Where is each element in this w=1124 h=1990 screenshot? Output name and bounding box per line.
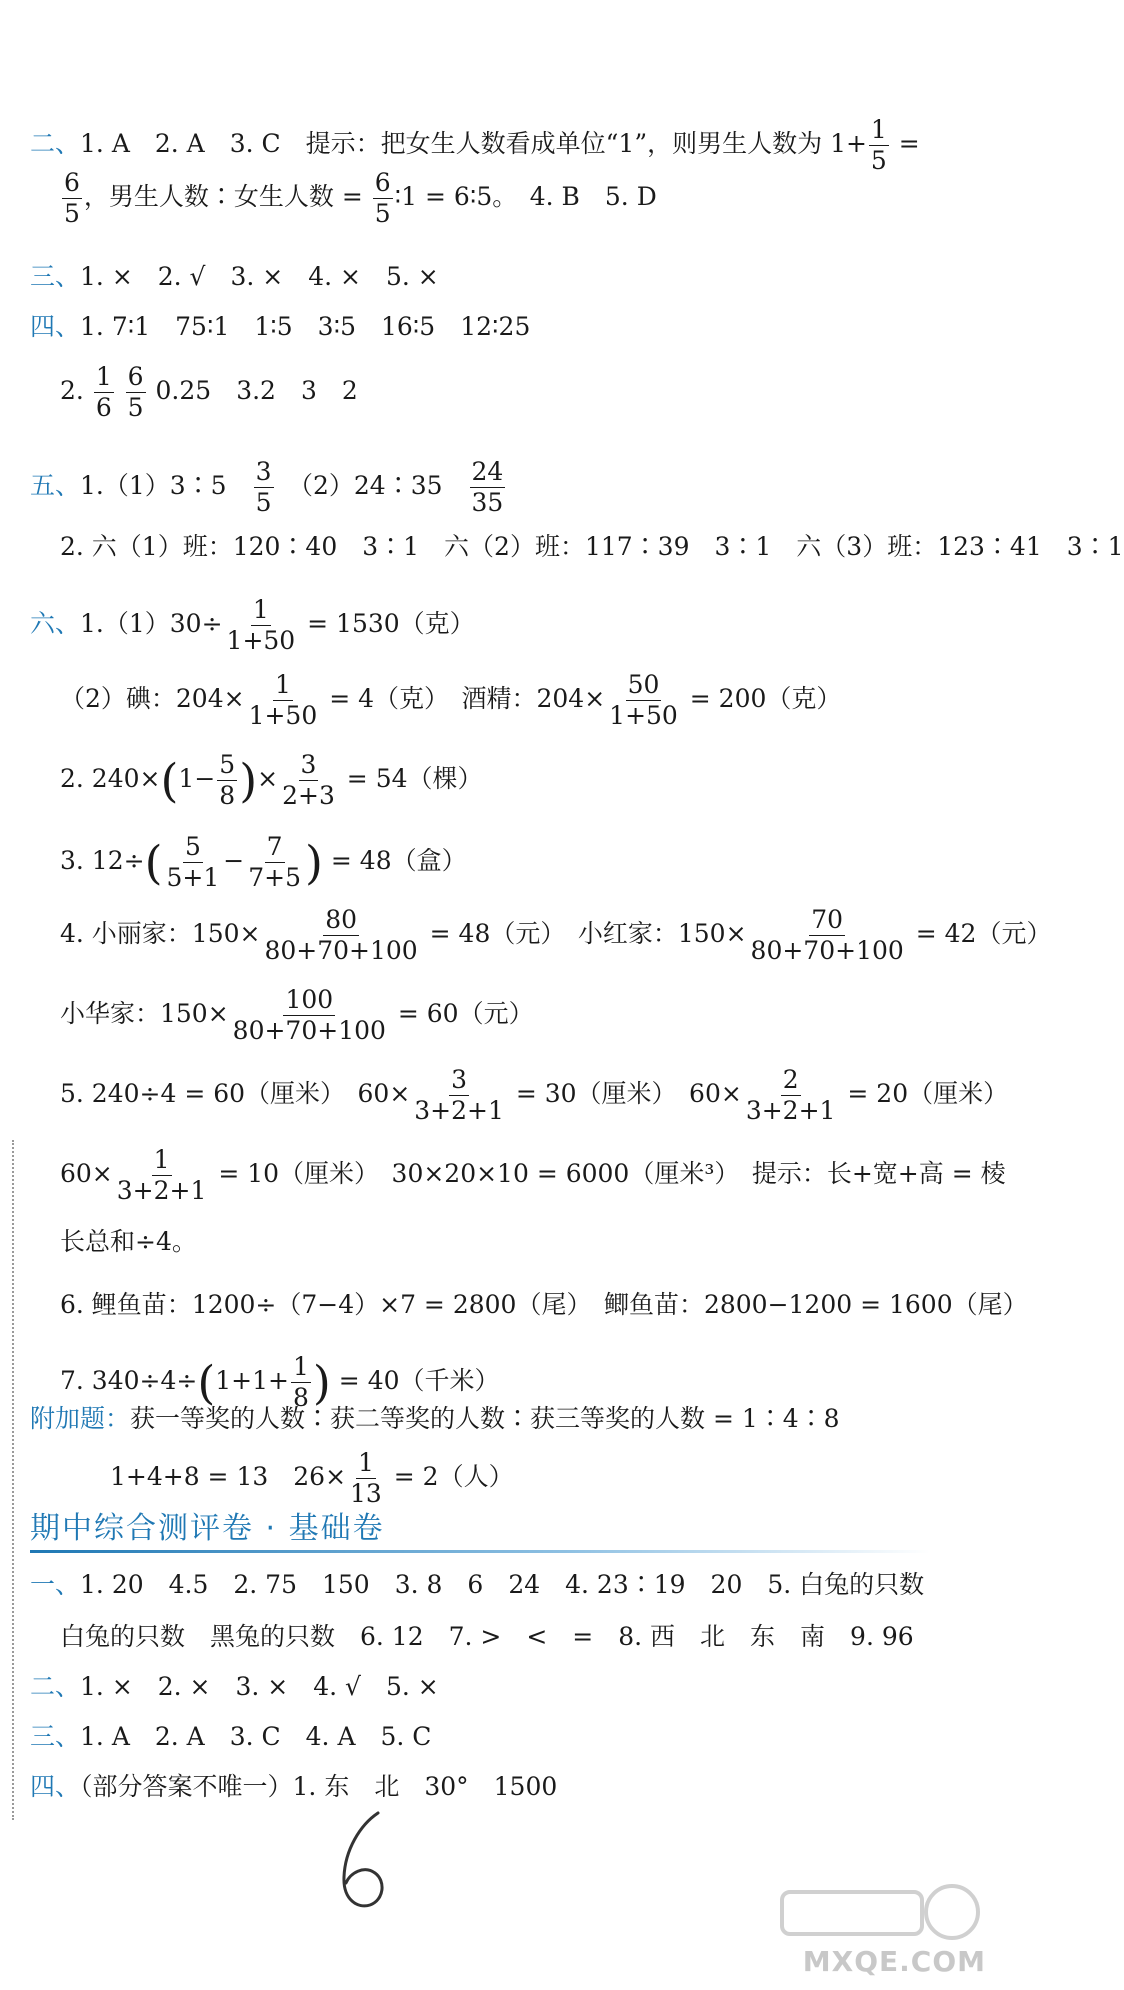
fraction: $\frac{3}{2+3}$ bbox=[282, 750, 335, 810]
fraction: $\frac{1}{1+50}$ bbox=[248, 670, 318, 730]
answer-line-bonus: 附加题：获一等奖的人数∶获二等奖的人数∶获三等奖的人数 = 1∶4∶8 bbox=[30, 1404, 840, 1433]
answer-line-mid-4: 四、（部分答案不唯一）1. 东 北 30° 1500 bbox=[30, 1772, 558, 1801]
section-marker: 一、 bbox=[30, 1570, 81, 1599]
fraction: $\frac{3}{5}$ bbox=[255, 457, 272, 517]
fraction: $\frac{1}{6}$ bbox=[95, 362, 112, 422]
answer-line-5-1: 五、1.（1）3∶5 $\frac{3}{5}$ （2）24∶35 $\frac{24}{35}$ bbox=[30, 457, 504, 517]
fraction: $\frac{6}{5}$ bbox=[127, 362, 144, 422]
fraction: $\frac{1}{5}$ bbox=[870, 115, 887, 175]
answer-line-6-5-2: 60× $\frac{1}{3+2+1}$ = 10（厘米） 30×20×10 = 6000（厘米³） 提示：长+宽+高 = 棱 bbox=[60, 1145, 1006, 1205]
fraction: $\frac{3}{3+2+1}$ bbox=[414, 1065, 504, 1125]
binding-dotted-line bbox=[12, 1140, 14, 1820]
answer-line-3: 三、1. × 2. √ 3. × 4. × 5. × bbox=[30, 262, 439, 291]
answer-line-6-7: 7. 340÷4÷(1+1+ $\frac{1}{8}$ ) = 40（千米） bbox=[60, 1352, 500, 1412]
answer-line-6-6: 6. 鲤鱼苗：1200÷（7−4）×7 = 2800（尾） 鲫鱼苗：2800−1200 = 1600（尾） bbox=[60, 1290, 1028, 1319]
answer-line-6-5: 5. 240÷4 = 60（厘米） 60× $\frac{3}{3+2+1}$ = 30（厘米） 60× $\frac{2}{3+2+1}$ = 20（厘米） bbox=[60, 1065, 1009, 1125]
handwritten-page-number bbox=[330, 1805, 400, 1915]
section-marker: 四、 bbox=[30, 312, 81, 341]
answer-line-6-1: 六、1.（1）30÷ $\frac{1}{1+50}$ = 1530（克） bbox=[30, 595, 475, 655]
section-title: 期中综合测评卷 · 基础卷 bbox=[30, 1511, 385, 1546]
fraction: $\frac{2}{3+2+1}$ bbox=[745, 1065, 836, 1125]
fraction: $\frac{24}{35}$ bbox=[471, 457, 504, 517]
answer-line-mid-2: 二、1. × 2. × 3. × 4. √ 5. × bbox=[30, 1672, 439, 1701]
fraction: $\frac{1}{1+50}$ bbox=[226, 595, 296, 655]
answer-line-2-1: 二、1. A 2. A 3. C 提示：把女生人数看成单位“1”，则男生人数为 1+ $\frac{1}{5}$ = bbox=[30, 115, 920, 175]
fraction: $\frac{70}{80+70+100}$ bbox=[750, 905, 904, 965]
answer-line-6-4-2: 小华家：150× $\frac{100}{80+70+100}$ = 60（元） bbox=[60, 985, 534, 1045]
answer-line-6-1-2: （2）碘：204× $\frac{1}{1+50}$ = 4（克） 酒精：204× $\frac{50}{1+50}$ = 200（克） bbox=[60, 670, 842, 730]
answer-line-5-2: 2. 六（1）班：120∶40 3∶1 六（2）班：117∶39 3∶1 六（3）班：123∶41 3∶1 bbox=[60, 532, 1124, 561]
answer-line-mid-3: 三、1. A 2. A 3. C 4. A 5. C bbox=[30, 1722, 432, 1751]
answer-line-2-2: $\frac{6}{5}$ ，男生人数∶女生人数 = $\frac{6}{5}$ ∶1 = 6∶5。 4. B 5. D bbox=[64, 168, 657, 228]
section-marker: 五、 bbox=[30, 471, 81, 500]
section-marker: 二、 bbox=[30, 129, 81, 158]
section-marker: 二、 bbox=[30, 1672, 81, 1701]
fraction: $\frac{6}{5}$ bbox=[374, 168, 391, 228]
answer-line-4-1: 四、1. 7∶1 75∶1 1∶5 3∶5 16∶5 12∶25 bbox=[30, 312, 531, 341]
section-marker: 六、 bbox=[30, 609, 81, 638]
answer-line-6-3: 3. 12÷( $\frac{5}{5+1}$ − $\frac{7}{7+5}$ ) = 48（盒） bbox=[60, 832, 467, 892]
section-marker: 四、 bbox=[30, 1772, 81, 1801]
fraction: $\frac{6}{5}$ bbox=[64, 168, 80, 228]
answer-line-6-2: 2. 240×(1− $\frac{5}{8}$ )× $\frac{3}{2+3}$ = 54（棵） bbox=[60, 750, 483, 810]
fraction: $\frac{1}{8}$ bbox=[293, 1352, 309, 1412]
fraction: $\frac{5}{8}$ bbox=[219, 750, 236, 810]
fraction: $\frac{1}{3+2+1}$ bbox=[116, 1145, 207, 1205]
fraction: $\frac{50}{1+50}$ bbox=[609, 670, 678, 730]
answer-line-mid-1: 一、1. 20 4.5 2. 75 150 3. 8 6 24 4. 23∶19 20 5. 白兔的只数 bbox=[30, 1570, 925, 1599]
answer-line-bonus-2: 1+4+8 = 13 26× $\frac{1}{13}$ = 2（人） bbox=[110, 1448, 514, 1508]
fraction: $\frac{1}{13}$ bbox=[350, 1448, 382, 1508]
watermark-url: MXQE.COM bbox=[802, 1945, 986, 1978]
fraction: $\frac{100}{80+70+100}$ bbox=[232, 985, 386, 1045]
section-marker: 附加题： bbox=[30, 1404, 131, 1433]
answer-line-6-4: 4. 小丽家：150× $\frac{80}{80+70+100}$ = 48（元） 小红家：150× $\frac{70}{80+70+100}$ = 42（元） bbox=[60, 905, 1052, 965]
fraction: $\frac{80}{80+70+100}$ bbox=[264, 905, 418, 965]
section-marker: 三、 bbox=[30, 1722, 81, 1751]
fraction: $\frac{5}{5+1}$ bbox=[166, 832, 220, 892]
fraction: $\frac{7}{7+5}$ bbox=[248, 832, 301, 892]
answer-line-4-2: 2. $\frac{1}{6}$ $\frac{6}{5}$ 0.25 3.2 3 2 bbox=[60, 362, 358, 422]
answer-line-mid-1-2: 白兔的只数 黑兔的只数 6. 12 7. > < = 8. 西 北 东 南 9. 96 bbox=[60, 1622, 914, 1651]
section-title-rule bbox=[30, 1550, 930, 1553]
section-marker: 三、 bbox=[30, 262, 81, 291]
answer-line-6-5-3: 长总和÷4。 bbox=[60, 1227, 197, 1256]
